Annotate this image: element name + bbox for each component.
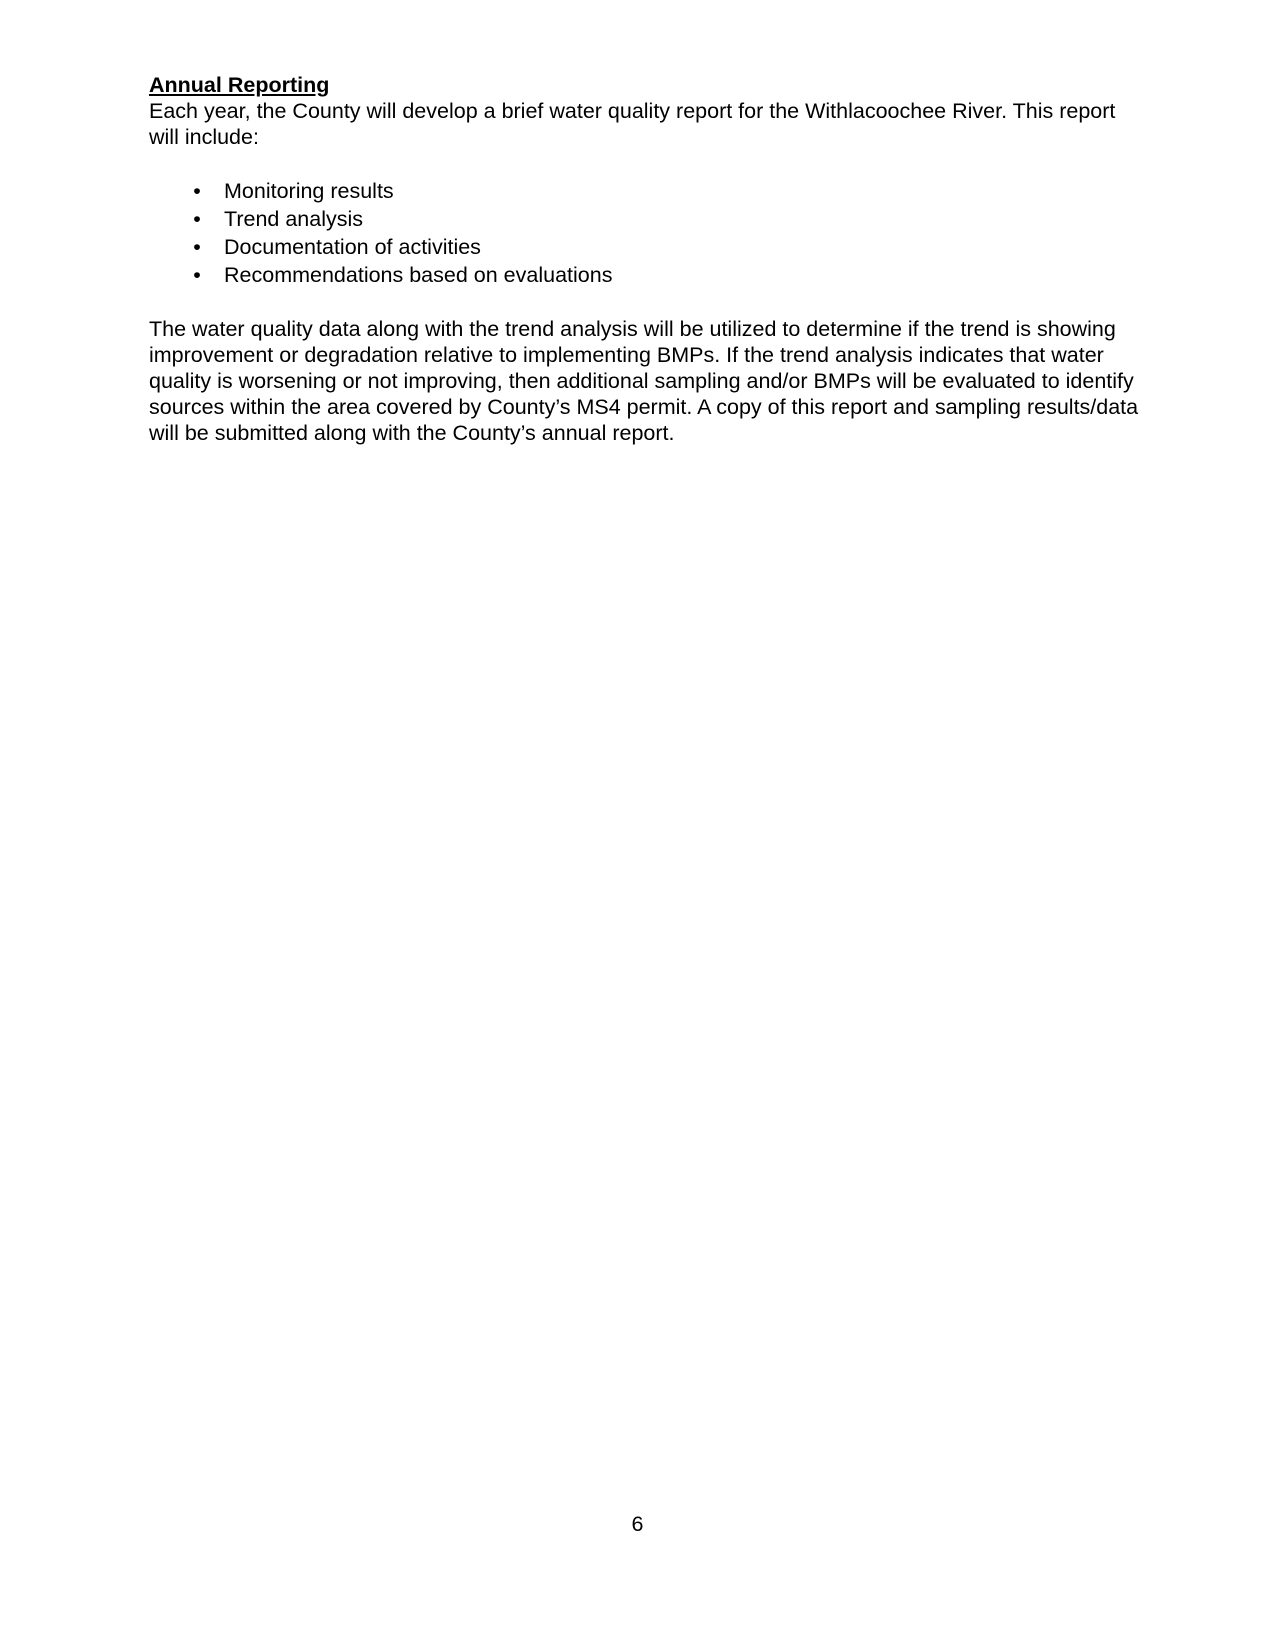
intro-paragraph: Each year, the County will develop a brief water quality report for the Withlacoochee River. This report will include: <box>149 99 1116 149</box>
list-item-text: Recommendations based on evaluations <box>224 263 613 287</box>
list-item <box>149 233 1139 261</box>
bullet-icon: • <box>193 263 201 287</box>
section-heading: Annual Reporting <box>149 73 330 97</box>
page-number: 6 <box>631 1512 644 1536</box>
page-content <box>149 72 1139 446</box>
bullet-icon: • <box>193 207 201 231</box>
list-item-text: Trend analysis <box>224 207 364 231</box>
report-contents-list <box>149 177 1139 289</box>
bullet-icon: • <box>193 235 201 259</box>
list-item <box>149 205 1139 233</box>
bullet-icon: • <box>193 179 201 203</box>
list-item <box>149 261 1139 289</box>
list-item-text: Documentation of activities <box>224 235 481 259</box>
list-item <box>149 177 1139 205</box>
list-item-text: Monitoring results <box>224 179 394 203</box>
body-paragraph: The water quality data along with the trend analysis will be utilized to determine if the trend is showing improvement or degradation relative to implementing BMPs. If the trend analysis indicates that water quality is worsening or not improving, then additional sampling and/or BMPs will be evaluated to identify sources within the area covered by County’s MS4 permit. A copy of this report and sampling results/data will be submitted along with the County’s annual report. <box>149 317 1139 445</box>
